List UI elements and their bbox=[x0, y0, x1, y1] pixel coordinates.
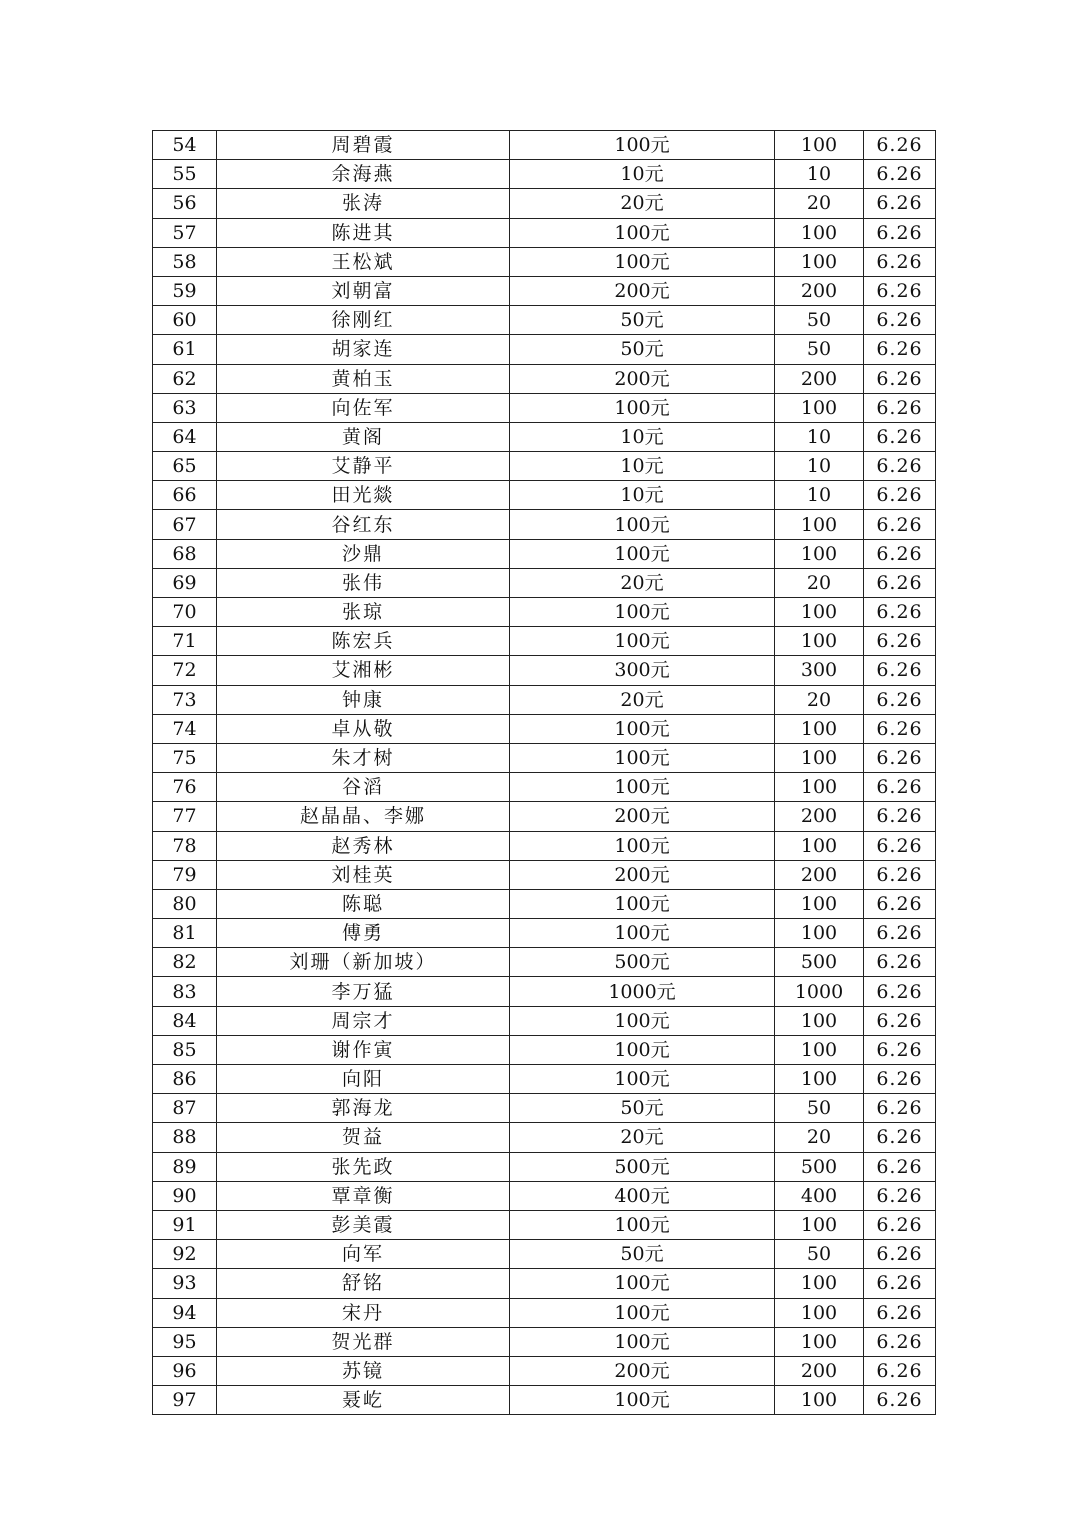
value-cell: 100 bbox=[775, 1065, 864, 1094]
donor-name-cell: 向军 bbox=[217, 1240, 510, 1269]
row-number-cell: 66 bbox=[153, 481, 217, 510]
date-cell: 6.26 bbox=[864, 1298, 936, 1327]
value-cell: 100 bbox=[775, 889, 864, 918]
donor-name-cell: 余海燕 bbox=[217, 160, 510, 189]
table-row bbox=[153, 1152, 936, 1181]
amount-cell: 100元 bbox=[510, 1327, 775, 1356]
value-cell: 100 bbox=[775, 1386, 864, 1415]
row-number-cell: 95 bbox=[153, 1327, 217, 1356]
table-row bbox=[153, 1094, 936, 1123]
table-row bbox=[153, 860, 936, 889]
date-cell: 6.26 bbox=[864, 1269, 936, 1298]
amount-cell: 200元 bbox=[510, 1356, 775, 1385]
table-row bbox=[153, 1298, 936, 1327]
amount-cell: 100元 bbox=[510, 598, 775, 627]
row-number-cell: 88 bbox=[153, 1123, 217, 1152]
row-number-cell: 56 bbox=[153, 189, 217, 218]
value-cell: 100 bbox=[775, 1298, 864, 1327]
date-cell: 6.26 bbox=[864, 568, 936, 597]
value-cell: 100 bbox=[775, 218, 864, 247]
amount-cell: 50元 bbox=[510, 306, 775, 335]
row-number-cell: 94 bbox=[153, 1298, 217, 1327]
donor-name-cell: 刘桂英 bbox=[217, 860, 510, 889]
value-cell: 500 bbox=[775, 948, 864, 977]
date-cell: 6.26 bbox=[864, 539, 936, 568]
donor-name-cell: 黄柏玉 bbox=[217, 364, 510, 393]
donation-table bbox=[152, 130, 936, 1415]
table-row bbox=[153, 1123, 936, 1152]
table-row bbox=[153, 627, 936, 656]
amount-cell: 300元 bbox=[510, 656, 775, 685]
date-cell: 6.26 bbox=[864, 1386, 936, 1415]
value-cell: 50 bbox=[775, 1240, 864, 1269]
table-row bbox=[153, 977, 936, 1006]
table-row bbox=[153, 1327, 936, 1356]
row-number-cell: 65 bbox=[153, 452, 217, 481]
table-row bbox=[153, 656, 936, 685]
amount-cell: 100元 bbox=[510, 1298, 775, 1327]
amount-cell: 1000元 bbox=[510, 977, 775, 1006]
amount-cell: 100元 bbox=[510, 1210, 775, 1239]
date-cell: 6.26 bbox=[864, 481, 936, 510]
table-row bbox=[153, 889, 936, 918]
row-number-cell: 72 bbox=[153, 656, 217, 685]
value-cell: 100 bbox=[775, 1210, 864, 1239]
table-row bbox=[153, 831, 936, 860]
donor-name-cell: 李万猛 bbox=[217, 977, 510, 1006]
row-number-cell: 69 bbox=[153, 568, 217, 597]
date-cell: 6.26 bbox=[864, 306, 936, 335]
amount-cell: 100元 bbox=[510, 247, 775, 276]
donor-name-cell: 张涛 bbox=[217, 189, 510, 218]
donor-name-cell: 向佐军 bbox=[217, 393, 510, 422]
table-row bbox=[153, 568, 936, 597]
row-number-cell: 70 bbox=[153, 598, 217, 627]
amount-cell: 100元 bbox=[510, 889, 775, 918]
row-number-cell: 91 bbox=[153, 1210, 217, 1239]
date-cell: 6.26 bbox=[864, 977, 936, 1006]
table-row bbox=[153, 1386, 936, 1415]
date-cell: 6.26 bbox=[864, 218, 936, 247]
row-number-cell: 97 bbox=[153, 1386, 217, 1415]
donor-name-cell: 陈进其 bbox=[217, 218, 510, 247]
donor-name-cell: 钟康 bbox=[217, 685, 510, 714]
value-cell: 10 bbox=[775, 481, 864, 510]
value-cell: 100 bbox=[775, 919, 864, 948]
amount-cell: 200元 bbox=[510, 802, 775, 831]
amount-cell: 100元 bbox=[510, 218, 775, 247]
table-row bbox=[153, 1065, 936, 1094]
amount-cell: 100元 bbox=[510, 1386, 775, 1415]
date-cell: 6.26 bbox=[864, 131, 936, 160]
row-number-cell: 86 bbox=[153, 1065, 217, 1094]
donor-name-cell: 谢作寅 bbox=[217, 1035, 510, 1064]
value-cell: 100 bbox=[775, 1327, 864, 1356]
donor-name-cell: 黄阁 bbox=[217, 422, 510, 451]
table-row bbox=[153, 773, 936, 802]
donor-name-cell: 刘朝富 bbox=[217, 276, 510, 305]
donor-name-cell: 艾湘彬 bbox=[217, 656, 510, 685]
value-cell: 20 bbox=[775, 189, 864, 218]
row-number-cell: 83 bbox=[153, 977, 217, 1006]
value-cell: 100 bbox=[775, 627, 864, 656]
value-cell: 100 bbox=[775, 131, 864, 160]
donor-name-cell: 贺益 bbox=[217, 1123, 510, 1152]
amount-cell: 10元 bbox=[510, 422, 775, 451]
table-row bbox=[153, 452, 936, 481]
donation-table-body bbox=[153, 131, 936, 1415]
table-row bbox=[153, 160, 936, 189]
donor-name-cell: 张琼 bbox=[217, 598, 510, 627]
table-row bbox=[153, 1006, 936, 1035]
value-cell: 100 bbox=[775, 598, 864, 627]
donor-name-cell: 徐刚红 bbox=[217, 306, 510, 335]
amount-cell: 20元 bbox=[510, 189, 775, 218]
amount-cell: 10元 bbox=[510, 160, 775, 189]
table-row bbox=[153, 481, 936, 510]
value-cell: 500 bbox=[775, 1152, 864, 1181]
amount-cell: 100元 bbox=[510, 627, 775, 656]
table-row bbox=[153, 276, 936, 305]
date-cell: 6.26 bbox=[864, 1152, 936, 1181]
value-cell: 200 bbox=[775, 1356, 864, 1385]
donor-name-cell: 胡家连 bbox=[217, 335, 510, 364]
row-number-cell: 63 bbox=[153, 393, 217, 422]
date-cell: 6.26 bbox=[864, 335, 936, 364]
row-number-cell: 58 bbox=[153, 247, 217, 276]
donor-name-cell: 聂屹 bbox=[217, 1386, 510, 1415]
table-row bbox=[153, 948, 936, 977]
date-cell: 6.26 bbox=[864, 598, 936, 627]
row-number-cell: 92 bbox=[153, 1240, 217, 1269]
donor-name-cell: 郭海龙 bbox=[217, 1094, 510, 1123]
amount-cell: 500元 bbox=[510, 1152, 775, 1181]
donor-name-cell: 苏镜 bbox=[217, 1356, 510, 1385]
row-number-cell: 78 bbox=[153, 831, 217, 860]
value-cell: 10 bbox=[775, 452, 864, 481]
donor-name-cell: 贺光群 bbox=[217, 1327, 510, 1356]
value-cell: 100 bbox=[775, 1035, 864, 1064]
donor-name-cell: 陈聪 bbox=[217, 889, 510, 918]
table-row bbox=[153, 598, 936, 627]
table-row bbox=[153, 1181, 936, 1210]
value-cell: 100 bbox=[775, 1006, 864, 1035]
date-cell: 6.26 bbox=[864, 422, 936, 451]
table-row bbox=[153, 539, 936, 568]
amount-cell: 200元 bbox=[510, 364, 775, 393]
amount-cell: 100元 bbox=[510, 743, 775, 772]
value-cell: 400 bbox=[775, 1181, 864, 1210]
value-cell: 1000 bbox=[775, 977, 864, 1006]
row-number-cell: 76 bbox=[153, 773, 217, 802]
row-number-cell: 77 bbox=[153, 802, 217, 831]
row-number-cell: 60 bbox=[153, 306, 217, 335]
date-cell: 6.26 bbox=[864, 276, 936, 305]
date-cell: 6.26 bbox=[864, 1006, 936, 1035]
value-cell: 100 bbox=[775, 393, 864, 422]
row-number-cell: 90 bbox=[153, 1181, 217, 1210]
amount-cell: 100元 bbox=[510, 1065, 775, 1094]
table-row bbox=[153, 189, 936, 218]
date-cell: 6.26 bbox=[864, 860, 936, 889]
donor-name-cell: 刘珊（新加坡） bbox=[217, 948, 510, 977]
donor-name-cell: 艾静平 bbox=[217, 452, 510, 481]
table-row bbox=[153, 802, 936, 831]
row-number-cell: 57 bbox=[153, 218, 217, 247]
date-cell: 6.26 bbox=[864, 1065, 936, 1094]
donor-name-cell: 沙鼎 bbox=[217, 539, 510, 568]
date-cell: 6.26 bbox=[864, 714, 936, 743]
table-row bbox=[153, 422, 936, 451]
amount-cell: 400元 bbox=[510, 1181, 775, 1210]
row-number-cell: 71 bbox=[153, 627, 217, 656]
donor-name-cell: 卓从敬 bbox=[217, 714, 510, 743]
row-number-cell: 64 bbox=[153, 422, 217, 451]
amount-cell: 100元 bbox=[510, 1035, 775, 1064]
value-cell: 20 bbox=[775, 1123, 864, 1152]
amount-cell: 10元 bbox=[510, 481, 775, 510]
row-number-cell: 89 bbox=[153, 1152, 217, 1181]
table-row bbox=[153, 714, 936, 743]
donor-name-cell: 谷红东 bbox=[217, 510, 510, 539]
row-number-cell: 74 bbox=[153, 714, 217, 743]
value-cell: 10 bbox=[775, 160, 864, 189]
amount-cell: 50元 bbox=[510, 335, 775, 364]
date-cell: 6.26 bbox=[864, 160, 936, 189]
row-number-cell: 67 bbox=[153, 510, 217, 539]
row-number-cell: 81 bbox=[153, 919, 217, 948]
value-cell: 100 bbox=[775, 539, 864, 568]
amount-cell: 100元 bbox=[510, 773, 775, 802]
date-cell: 6.26 bbox=[864, 831, 936, 860]
date-cell: 6.26 bbox=[864, 627, 936, 656]
value-cell: 100 bbox=[775, 510, 864, 539]
donor-name-cell: 陈宏兵 bbox=[217, 627, 510, 656]
date-cell: 6.26 bbox=[864, 1356, 936, 1385]
row-number-cell: 54 bbox=[153, 131, 217, 160]
value-cell: 300 bbox=[775, 656, 864, 685]
date-cell: 6.26 bbox=[864, 743, 936, 772]
row-number-cell: 55 bbox=[153, 160, 217, 189]
date-cell: 6.26 bbox=[864, 1181, 936, 1210]
amount-cell: 200元 bbox=[510, 860, 775, 889]
donor-name-cell: 谷滔 bbox=[217, 773, 510, 802]
donor-name-cell: 宋丹 bbox=[217, 1298, 510, 1327]
row-number-cell: 80 bbox=[153, 889, 217, 918]
amount-cell: 50元 bbox=[510, 1240, 775, 1269]
value-cell: 100 bbox=[775, 773, 864, 802]
value-cell: 200 bbox=[775, 276, 864, 305]
donor-name-cell: 周碧霞 bbox=[217, 131, 510, 160]
row-number-cell: 79 bbox=[153, 860, 217, 889]
table-row bbox=[153, 1269, 936, 1298]
amount-cell: 20元 bbox=[510, 568, 775, 597]
donor-name-cell: 赵秀林 bbox=[217, 831, 510, 860]
date-cell: 6.26 bbox=[864, 889, 936, 918]
date-cell: 6.26 bbox=[864, 656, 936, 685]
amount-cell: 100元 bbox=[510, 1269, 775, 1298]
table-row bbox=[153, 1356, 936, 1385]
value-cell: 50 bbox=[775, 1094, 864, 1123]
amount-cell: 200元 bbox=[510, 276, 775, 305]
date-cell: 6.26 bbox=[864, 948, 936, 977]
value-cell: 10 bbox=[775, 422, 864, 451]
donor-name-cell: 舒铭 bbox=[217, 1269, 510, 1298]
donor-name-cell: 朱才树 bbox=[217, 743, 510, 772]
amount-cell: 20元 bbox=[510, 685, 775, 714]
date-cell: 6.26 bbox=[864, 919, 936, 948]
donor-name-cell: 彭美霞 bbox=[217, 1210, 510, 1239]
date-cell: 6.26 bbox=[864, 452, 936, 481]
amount-cell: 100元 bbox=[510, 539, 775, 568]
row-number-cell: 62 bbox=[153, 364, 217, 393]
donor-name-cell: 张先政 bbox=[217, 1152, 510, 1181]
amount-cell: 100元 bbox=[510, 510, 775, 539]
table-row bbox=[153, 510, 936, 539]
row-number-cell: 61 bbox=[153, 335, 217, 364]
value-cell: 100 bbox=[775, 831, 864, 860]
value-cell: 100 bbox=[775, 1269, 864, 1298]
date-cell: 6.26 bbox=[864, 1327, 936, 1356]
date-cell: 6.26 bbox=[864, 364, 936, 393]
date-cell: 6.26 bbox=[864, 393, 936, 422]
date-cell: 6.26 bbox=[864, 685, 936, 714]
amount-cell: 500元 bbox=[510, 948, 775, 977]
date-cell: 6.26 bbox=[864, 1210, 936, 1239]
table-row bbox=[153, 218, 936, 247]
row-number-cell: 75 bbox=[153, 743, 217, 772]
row-number-cell: 82 bbox=[153, 948, 217, 977]
table-row bbox=[153, 685, 936, 714]
donor-name-cell: 傅勇 bbox=[217, 919, 510, 948]
amount-cell: 10元 bbox=[510, 452, 775, 481]
amount-cell: 100元 bbox=[510, 831, 775, 860]
table-row bbox=[153, 335, 936, 364]
amount-cell: 100元 bbox=[510, 714, 775, 743]
amount-cell: 50元 bbox=[510, 1094, 775, 1123]
table-row bbox=[153, 131, 936, 160]
donor-name-cell: 田光燚 bbox=[217, 481, 510, 510]
row-number-cell: 73 bbox=[153, 685, 217, 714]
table-row bbox=[153, 743, 936, 772]
donor-name-cell: 张伟 bbox=[217, 568, 510, 597]
date-cell: 6.26 bbox=[864, 1035, 936, 1064]
value-cell: 100 bbox=[775, 247, 864, 276]
date-cell: 6.26 bbox=[864, 247, 936, 276]
table-row bbox=[153, 247, 936, 276]
row-number-cell: 96 bbox=[153, 1356, 217, 1385]
amount-cell: 100元 bbox=[510, 131, 775, 160]
table-row bbox=[153, 919, 936, 948]
donor-name-cell: 周宗才 bbox=[217, 1006, 510, 1035]
donor-name-cell: 覃章衡 bbox=[217, 1181, 510, 1210]
table-row bbox=[153, 1240, 936, 1269]
table-row bbox=[153, 1035, 936, 1064]
value-cell: 20 bbox=[775, 568, 864, 597]
date-cell: 6.26 bbox=[864, 510, 936, 539]
donor-name-cell: 王松斌 bbox=[217, 247, 510, 276]
row-number-cell: 87 bbox=[153, 1094, 217, 1123]
row-number-cell: 84 bbox=[153, 1006, 217, 1035]
date-cell: 6.26 bbox=[864, 1240, 936, 1269]
amount-cell: 20元 bbox=[510, 1123, 775, 1152]
donor-name-cell: 赵晶晶、李娜 bbox=[217, 802, 510, 831]
row-number-cell: 59 bbox=[153, 276, 217, 305]
table-row bbox=[153, 364, 936, 393]
table-row bbox=[153, 306, 936, 335]
value-cell: 200 bbox=[775, 860, 864, 889]
table-row bbox=[153, 1210, 936, 1239]
donor-name-cell: 向阳 bbox=[217, 1065, 510, 1094]
amount-cell: 100元 bbox=[510, 919, 775, 948]
value-cell: 50 bbox=[775, 306, 864, 335]
row-number-cell: 85 bbox=[153, 1035, 217, 1064]
value-cell: 200 bbox=[775, 364, 864, 393]
date-cell: 6.26 bbox=[864, 1094, 936, 1123]
date-cell: 6.26 bbox=[864, 1123, 936, 1152]
amount-cell: 100元 bbox=[510, 393, 775, 422]
row-number-cell: 93 bbox=[153, 1269, 217, 1298]
value-cell: 100 bbox=[775, 743, 864, 772]
row-number-cell: 68 bbox=[153, 539, 217, 568]
date-cell: 6.26 bbox=[864, 773, 936, 802]
value-cell: 200 bbox=[775, 802, 864, 831]
date-cell: 6.26 bbox=[864, 189, 936, 218]
amount-cell: 100元 bbox=[510, 1006, 775, 1035]
value-cell: 100 bbox=[775, 714, 864, 743]
table-row bbox=[153, 393, 936, 422]
value-cell: 50 bbox=[775, 335, 864, 364]
value-cell: 20 bbox=[775, 685, 864, 714]
date-cell: 6.26 bbox=[864, 802, 936, 831]
